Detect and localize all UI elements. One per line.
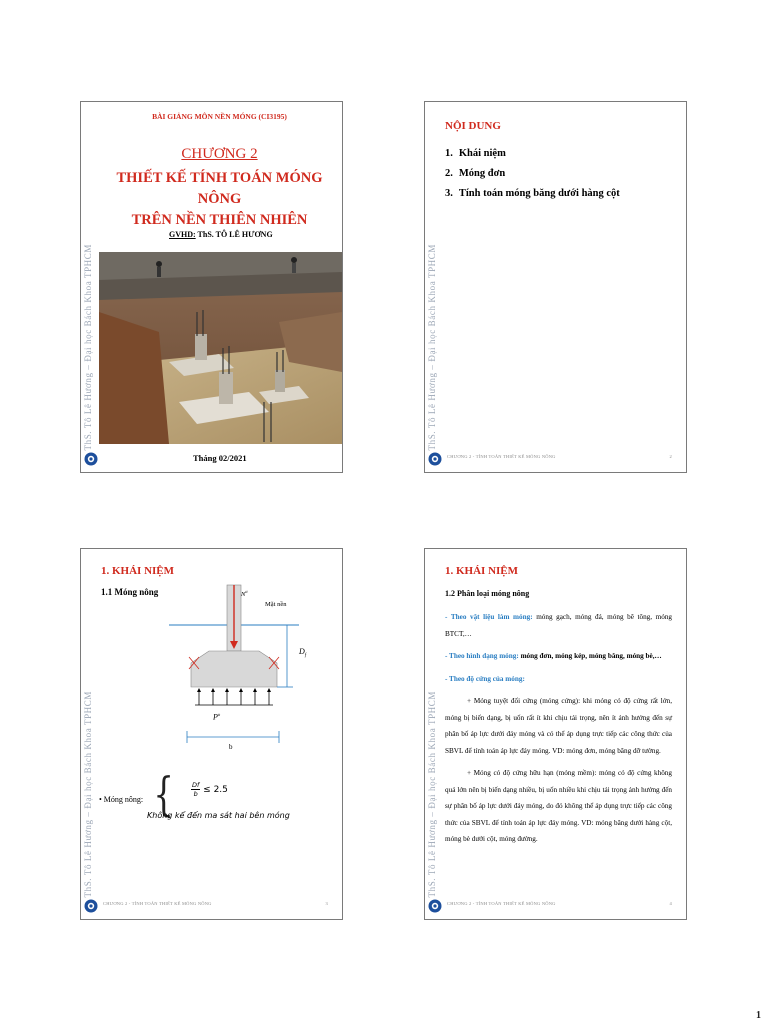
slide-2-contents [424, 101, 687, 473]
classification-body [445, 609, 672, 854]
by-shape-text: móng đơn, móng kép, móng băng, móng bè,… [518, 652, 662, 660]
subsection-heading: 1.2 Phân loại móng nông [445, 589, 530, 598]
fraction-denominator: b [193, 790, 198, 798]
n-sup: tt [245, 589, 248, 594]
page-number: 4 [669, 901, 672, 906]
section-heading: 1. KHÁI NIỆM [101, 565, 175, 577]
university-logo-icon [428, 452, 442, 466]
slide-footer [103, 901, 328, 911]
n-text: N [241, 591, 246, 599]
by-stiffness-label: - Theo độ cứng của móng: [445, 674, 525, 683]
by-material-label: - Theo vật liệu làm móng: [445, 613, 533, 621]
side-author-text: ThS. Tô Lê Hương – Đại học Bách Khoa TPHCM [427, 243, 437, 450]
chapter-title [101, 168, 338, 231]
subsection-heading: 1.1 Móng nông [101, 587, 159, 597]
df-sub: f [304, 653, 307, 659]
page-marker: 1 [756, 1010, 761, 1021]
df-text: D [299, 647, 305, 656]
slide-footer [447, 454, 672, 464]
instructor [169, 230, 273, 239]
by-material-paragraph [445, 609, 672, 642]
university-logo-icon [428, 899, 442, 913]
instructor-name: ThS. TÔ LÊ HƯƠNG [195, 230, 273, 239]
by-shape-paragraph [445, 648, 672, 665]
footer-text: CHƯƠNG 2 - TÍNH TOÁN THIẾT KẾ MÓNG NÔNG [103, 901, 212, 906]
item-number: 3. [445, 188, 453, 199]
inequality-value: ≤ 2.5 [203, 785, 228, 795]
slide-3-shallow-foundation [80, 548, 343, 920]
university-logo-icon [84, 899, 98, 913]
p-text: P [213, 712, 218, 722]
brace-symbol: { [153, 767, 174, 821]
item-number: 2. [445, 168, 453, 179]
depth-ratio-formula [191, 781, 228, 798]
fraction-numerator: Df [192, 781, 200, 789]
foundation-diagram [169, 577, 309, 747]
rigid-foundation-paragraph: + Móng tuyệt đối cứng (móng cứng): khi móng có độ cứng rất lớn, móng bị biến dạng, bị uốn rất ít khi chịu tải trọng, nên ít ảnh hưởng đến sự phân bố áp lực dưới đáy móng và có thể áp dụng trực tiếp các công thức của SBVL để tính toán áp lực đáy móng. VD: móng đơn, móng băng dỡ tường. [445, 697, 672, 755]
slide-1-title [80, 101, 343, 473]
course-name: BÀI GIẢNG MÔN NỀN MÓNG (CI3195) [152, 112, 287, 121]
flexible-foundation-paragraph: + Móng có độ cứng hữu hạn (móng mềm): móng có độ cứng không quá lớn nên bị biến dạng nhiều, bị uốn nhiều khi chịu tải trọng ảnh hưởng đến sự phân bố áp lực dưới đáy móng, do đó không thể áp dụng trực tiếp các công thức của SBVL để tính toán áp lực đáy móng. VD: móng băng dưới hàng cột, móng bè dưới cột, móng đường. [445, 769, 672, 843]
side-author-text: ThS. Tô Lê Hương – Đại học Bách Khoa TPHCM [427, 690, 437, 897]
by-stiffness-paragraph [445, 671, 672, 688]
side-author-text: ThS. Tô Lê Hương – Đại học Bách Khoa TPHCM [83, 690, 93, 897]
contents-list [445, 144, 620, 204]
section-heading: 1. KHÁI NIỆM [445, 565, 519, 577]
item-text: Tính toán móng băng dưới hàng cột [458, 188, 620, 199]
by-shape-label: - Theo hình dạng móng: [445, 652, 519, 660]
friction-note: Không kể đến ma sát hai bên móng [147, 811, 290, 820]
item-text: Móng đơn [458, 168, 506, 179]
slide-footer [447, 901, 672, 911]
instructor-label: GVHD: [169, 230, 196, 239]
item-text: Khái niệm [458, 148, 506, 159]
p-sup: tt [217, 712, 221, 717]
university-logo-icon [84, 452, 98, 466]
side-author-text: ThS. Tô Lê Hương – Đại học Bách Khoa TPHCM [83, 243, 93, 450]
list-item [445, 164, 620, 184]
item-number: 1. [445, 148, 453, 159]
footer-text: CHƯƠNG 2 - TÍNH TOÁN THIẾT KẾ MÓNG NÔNG [447, 454, 556, 459]
page-number: 3 [325, 901, 328, 906]
ground-surface-label: Mặt nền [265, 601, 287, 608]
depth-ratio-fraction [191, 781, 200, 798]
width-b-label: b [229, 743, 233, 751]
construction-site-photo [99, 252, 342, 444]
page-number: 2 [669, 454, 672, 459]
contents-heading: NỘI DUNG [445, 120, 501, 132]
n-force-label [241, 589, 248, 598]
slide-4-classification [424, 548, 687, 920]
footer-text: CHƯƠNG 2 - TÍNH TOÁN THIẾT KẾ MÓNG NÔNG [447, 901, 556, 906]
p-pressure-label [213, 712, 220, 722]
lecture-date: Tháng 02/2021 [193, 453, 247, 463]
shallow-foundation-bullet: • Móng nông: [99, 795, 144, 804]
chapter-title-line2: TRÊN NỀN THIÊN NHIÊN [131, 212, 308, 228]
list-item [445, 184, 620, 204]
df-label [299, 647, 306, 659]
by-material-text: móng gạch, móng đá, móng bê tông, móng BTCT,… [445, 613, 673, 638]
chapter-title-line1: THIẾT KẾ TÍNH TOÁN MÓNG NÔNG [116, 170, 323, 207]
list-item [445, 144, 620, 164]
chapter-label: CHƯƠNG 2 [181, 146, 258, 162]
